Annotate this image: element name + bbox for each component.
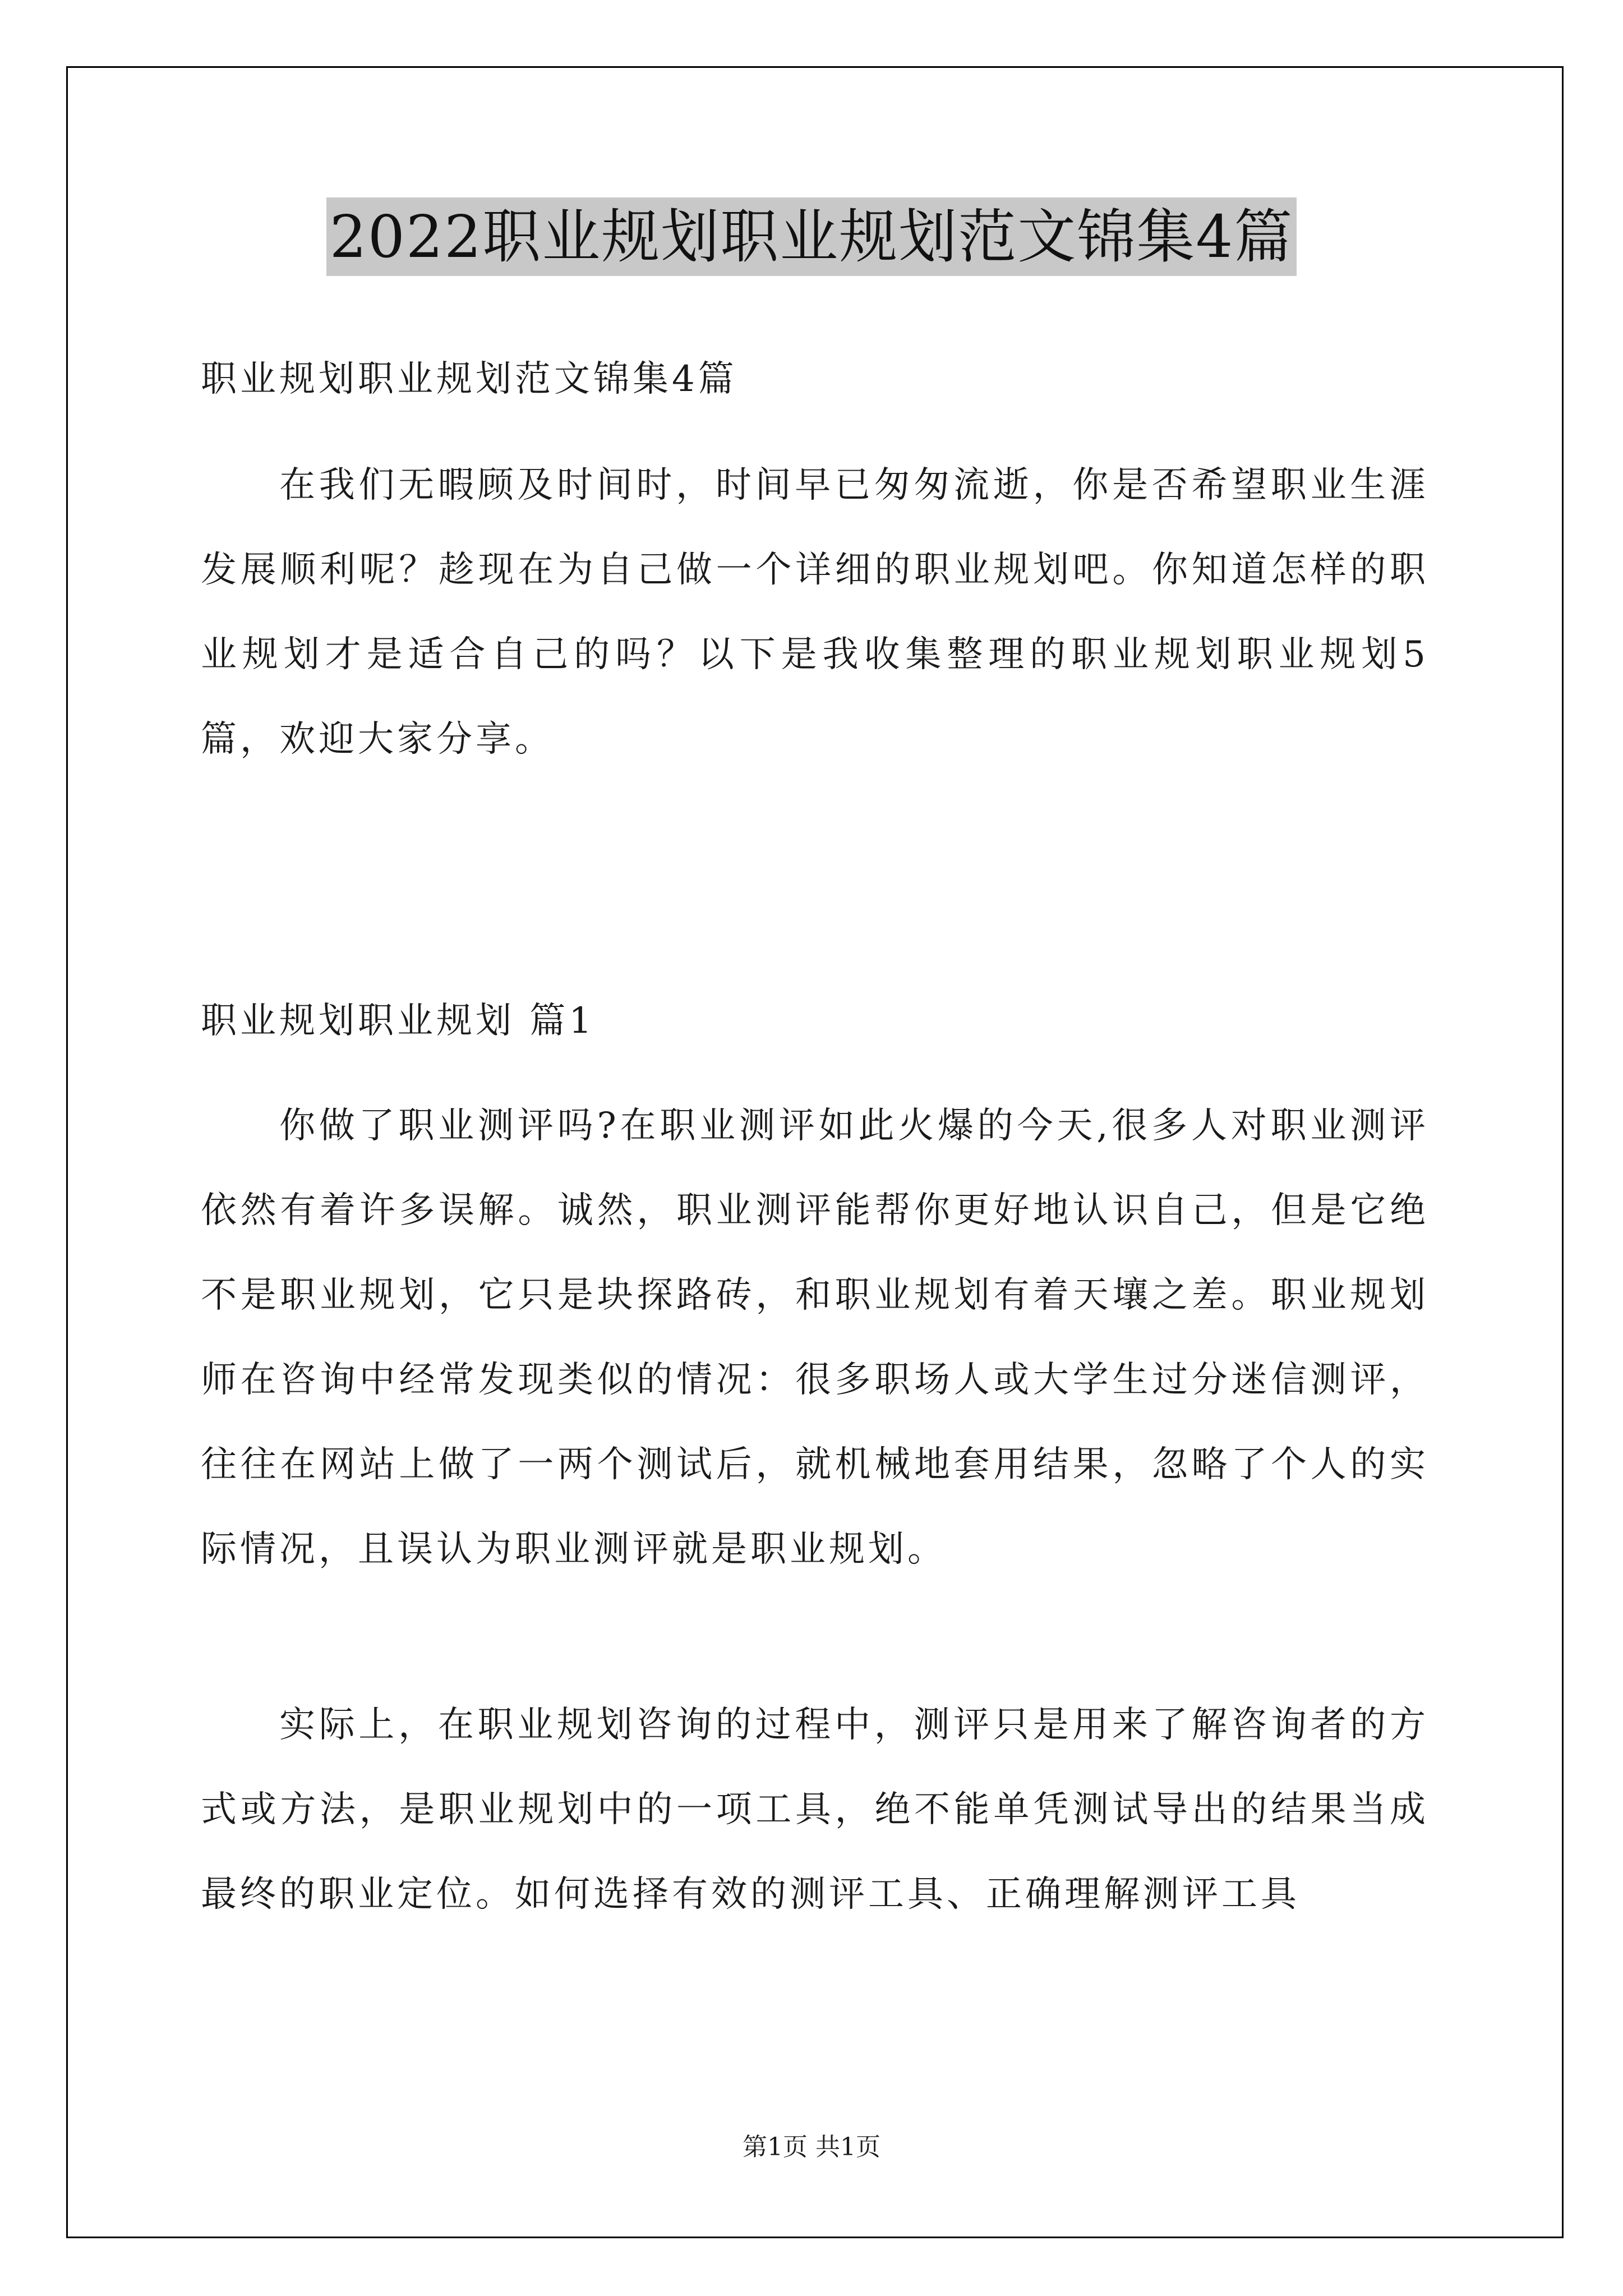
section-heading: 职业规划职业规划 篇1 (201, 1000, 596, 1042)
document-subtitle: 职业规划职业规划范文锦集4篇 (201, 358, 737, 400)
document-title-text: 2022职业规划职业规划范文锦集4篇 (326, 197, 1297, 276)
document-title (0, 197, 1623, 276)
body-paragraph-1: 你做了职业测评吗?在职业测评如此火爆的今天,很多人对职业测评依然有着许多误解。诚然，职业测评能帮你更好地认识自己，但是它绝不是职业规划，它只是块探路砖，和职业规划有着天壤之差。职业规划师在咨询中经常发现类似的情况：很多职场人或大学生过分迷信测评，往往在网站上做了一两个测试后，就机械地套用结果，忽略了个人的实际情况，且误认为职业测评就是职业规划。 (201, 1105, 1429, 1570)
intro-paragraph: 在我们无暇顾及时间时，时间早已匆匆流逝，你是否希望职业生涯发展顺利呢？趁现在为自己做一个详细的职业规划吧。你知道怎样的职业规划才是适合自己的吗？以下是我收集整理的职业规划职业规划5篇，欢迎大家分享。 (201, 464, 1429, 760)
page-footer (0, 2131, 1623, 2164)
page-number: 第1页 共1页 (743, 2133, 880, 2161)
body-paragraph-2: 实际上，在职业规划咨询的过程中，测评只是用来了解咨询者的方式或方法，是职业规划中的一项工具，绝不能单凭测试导出的结果当成最终的职业定位。如何选择有效的测评工具、正确理解测评工具 (201, 1704, 1429, 1915)
